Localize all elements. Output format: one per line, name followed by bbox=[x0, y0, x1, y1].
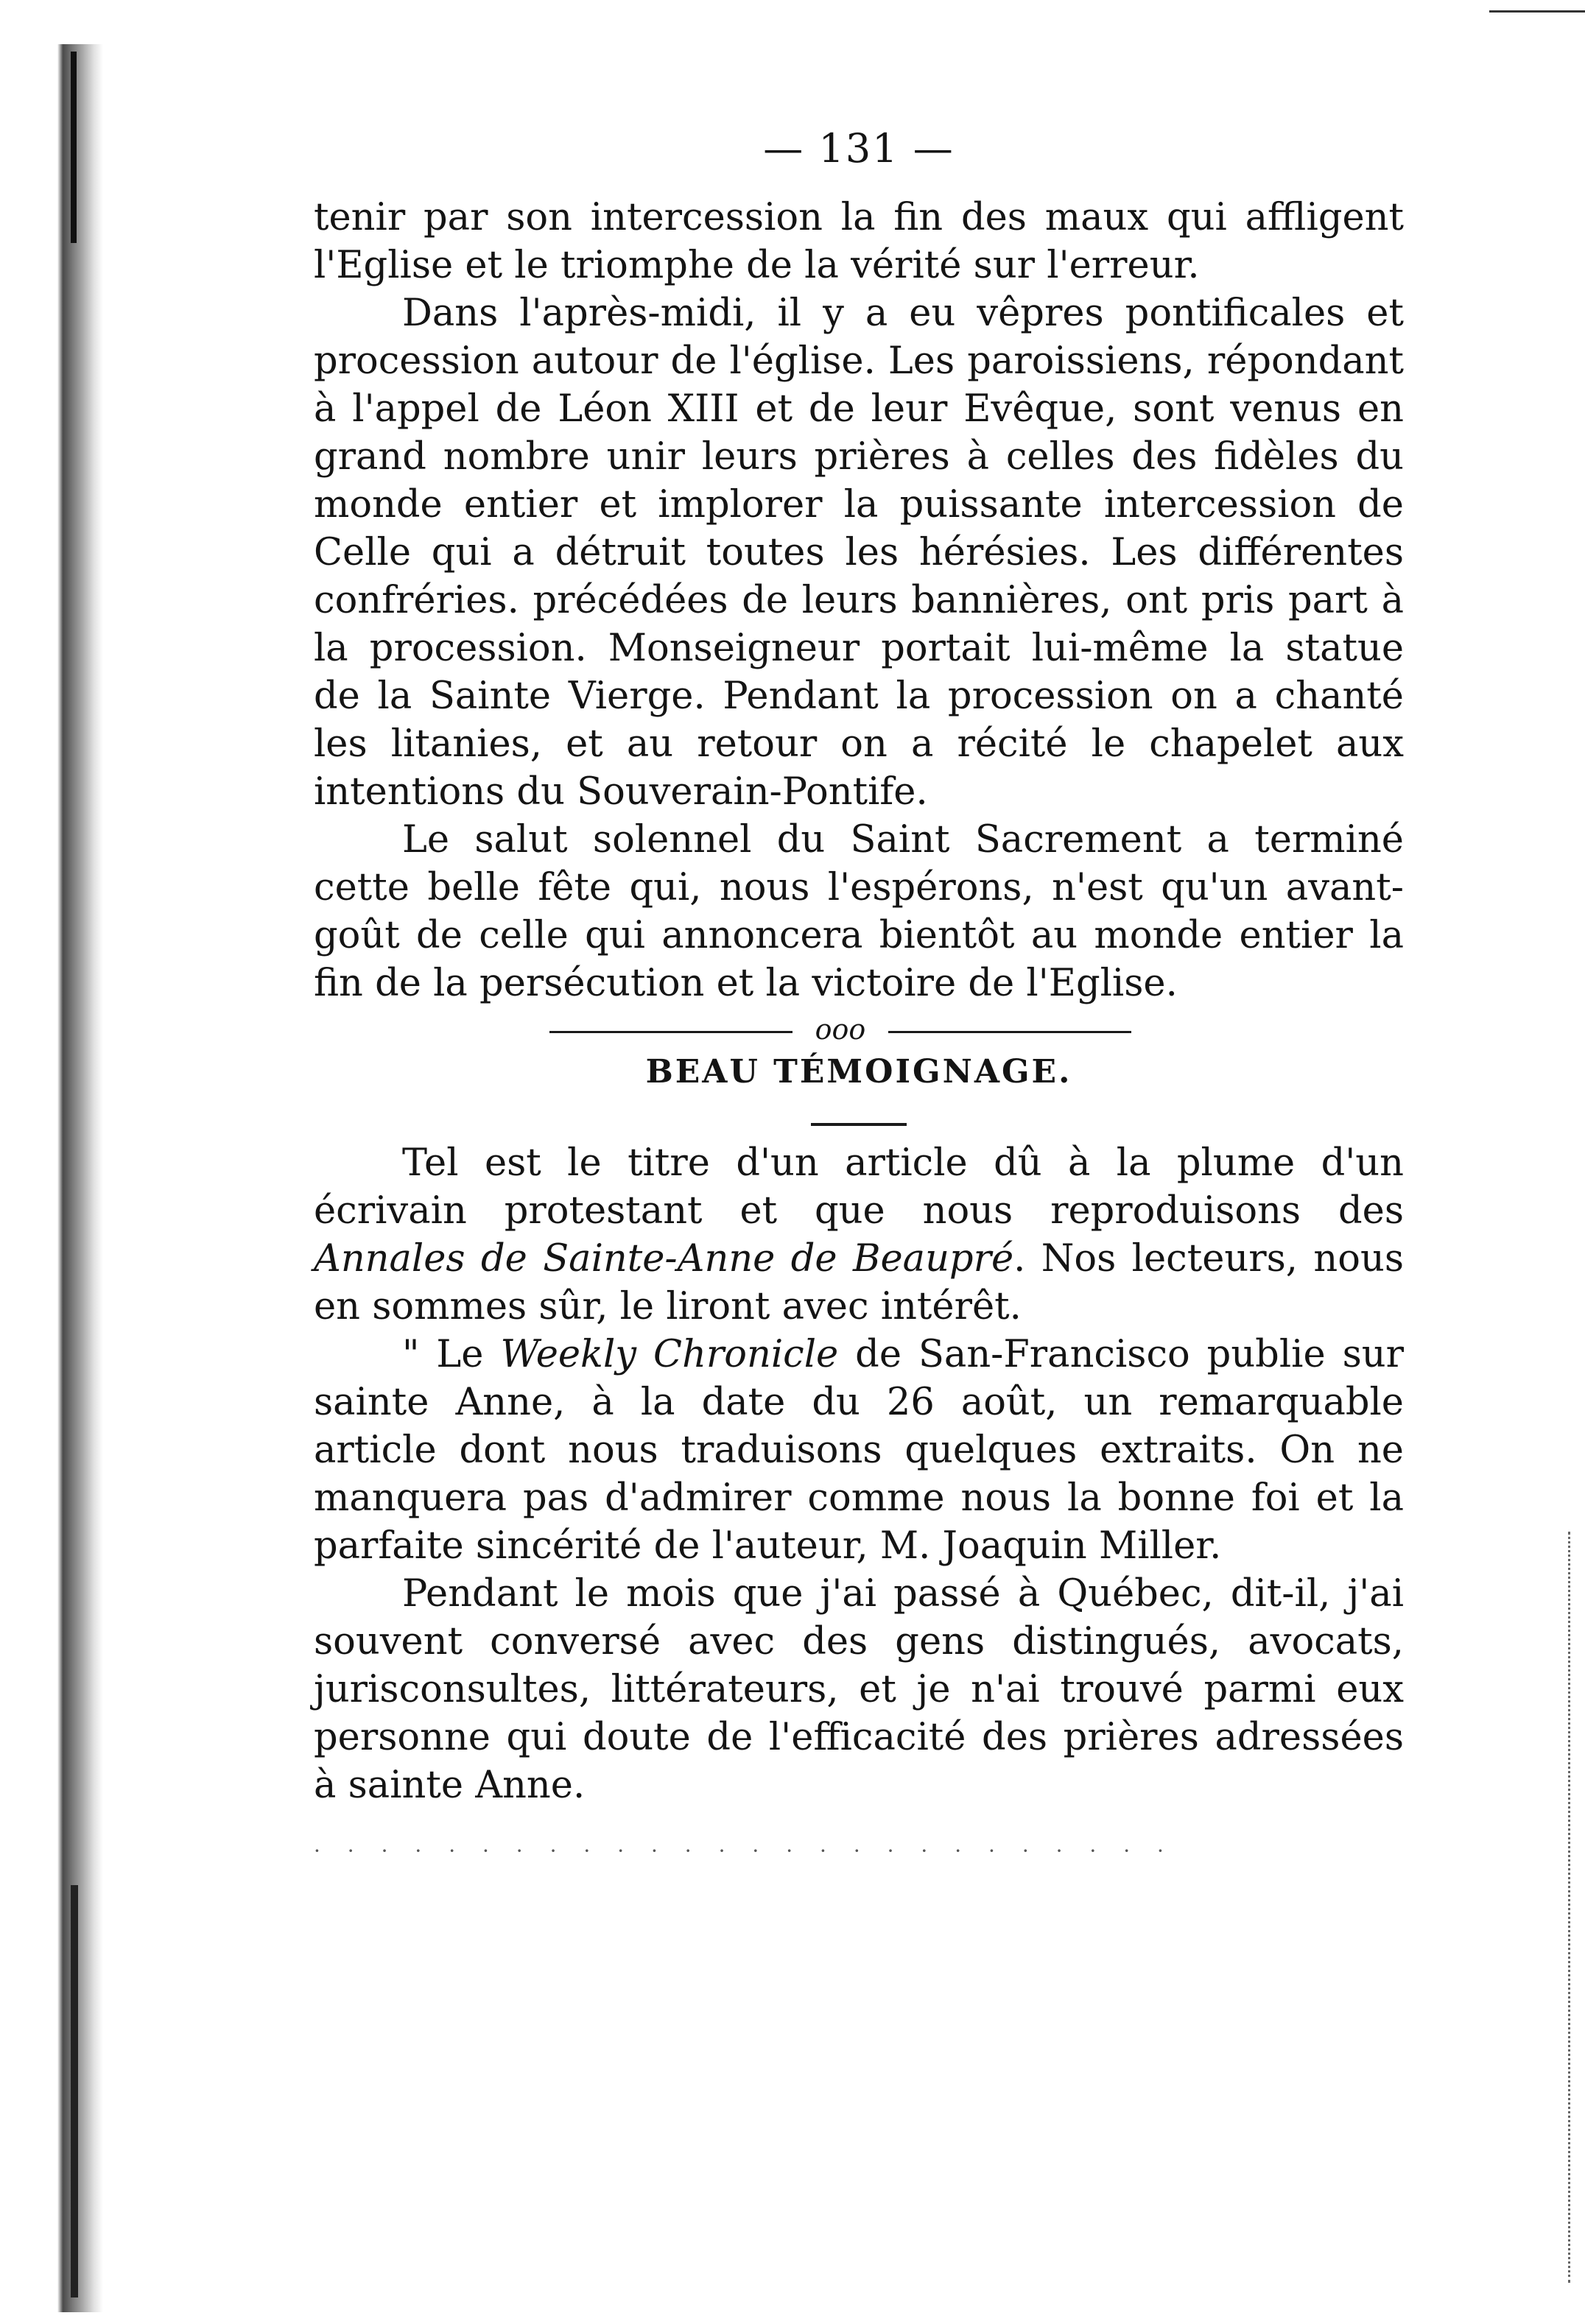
paragraph-continuation: tenir par son intercession la fin des maux qui affligent l'Eglise et le triomphe de la vérité sur l'erreur. bbox=[314, 196, 1404, 287]
book-binding-gutter bbox=[57, 44, 103, 2312]
binding-shadow-top bbox=[71, 52, 77, 243]
p4-journal-title: Annales de Sainte-Anne de Beaupré bbox=[314, 1237, 1014, 1281]
p4-text-start: Tel est le titre d'un article dû à la plume d'un écrivain protestant et que nous reproduisons des bbox=[314, 1141, 1404, 1233]
page-number: — 131 — bbox=[763, 125, 955, 172]
paragraph-benediction: Le salut solennel du Saint Sacrement a terminé cette belle fête qui, nous l'espérons, n'est qu'un avant-goût de celle qui annoncera bientôt au monde entier la fin de la persécution et la victoire de l'Eglise. bbox=[314, 818, 1404, 1005]
p5-text-end: de San-Francisco publie sur sainte Anne, à la date du 26 août, un remarquable article dont nous traduisons quelques extraits. On ne manquera pas d'admirer comme nous la bonne foi et la parfaite sincérité de l'auteur, M. Joaquin Miller. bbox=[314, 1333, 1404, 1568]
section-divider bbox=[314, 1013, 1404, 1050]
p5-newspaper-title: Weekly Chronicle bbox=[500, 1333, 839, 1376]
binding-shadow-bottom bbox=[71, 1885, 78, 2297]
p5-text-start: " Le bbox=[402, 1333, 501, 1376]
book-page bbox=[314, 125, 1404, 1863]
divider-rule-left bbox=[549, 1031, 792, 1033]
scan-margin-specks bbox=[1558, 1532, 1570, 2283]
paragraph-vespers: Dans l'après-midi, il y a eu vêpres pontificales et procession autour de l'église. Les paroissiens, répondant à l'appel de Léon XIII et de leur Evêque, sont venus en grand nombre unir leurs prières à celles des fidèles du monde entier et implorer la puissante intercession de Celle qui a détruit toutes les hérésies. Les différentes confréries. précédées de leurs bannières, ont pris part à la procession. Monseigneur portait lui-même la statue de la Sainte Vierge. Pendant la procession on a chanté les litanies, et au retour on a récité le chapelet aux intentions du Souverain-Pontife. bbox=[314, 292, 1404, 814]
section-title: BEAU TÉMOIGNAGE. bbox=[645, 1053, 1072, 1091]
divider-rule-right bbox=[888, 1031, 1131, 1033]
divider-ornament: ooo bbox=[800, 1013, 881, 1046]
paragraph-quebec: Pendant le mois que j'ai passé à Québec, dit-il, j'ai souvent conversé avec des gens distingués, avocats, jurisconsultes, littérateurs, et je n'ai trouvé parmi eux personne qui doute de l'efficacité des prières adressées à sainte Anne. bbox=[314, 1572, 1404, 1807]
title-underline bbox=[811, 1123, 907, 1126]
scan-dot-noise: · · · · · · · · · · · · · · · · · · · · · · · · · · bbox=[314, 1839, 1174, 1863]
p4-text-end: . Nos lecteurs, nous en sommes sûr, le liront avec intérêt. bbox=[314, 1237, 1404, 1328]
paragraph-intro-article bbox=[314, 1139, 1404, 1331]
scan-edge-mark bbox=[1489, 10, 1585, 13]
paragraph-weekly-chronicle bbox=[314, 1331, 1404, 1570]
